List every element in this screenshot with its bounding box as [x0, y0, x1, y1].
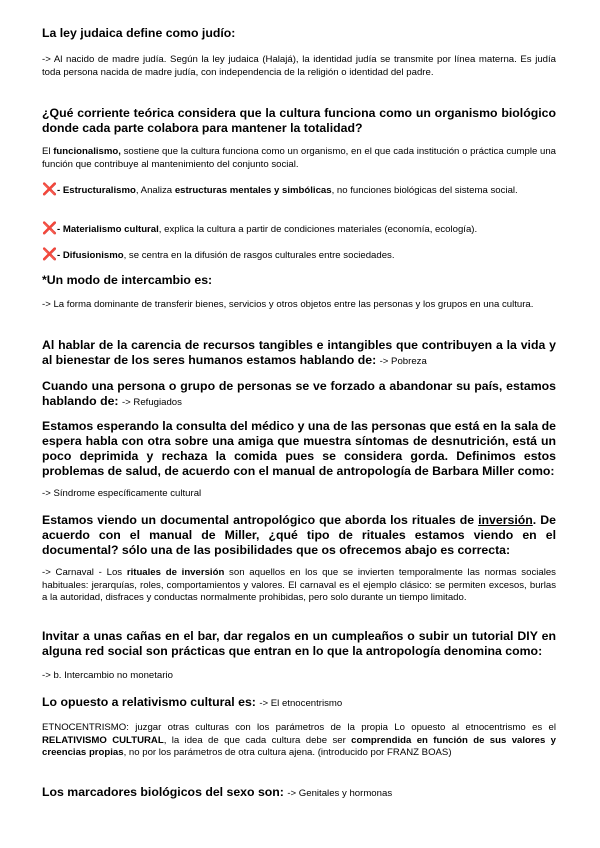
- answer-bold-term: rituales de inversión: [126, 567, 225, 578]
- question-text: ¿Qué corriente teórica considera que la cultura funciona como un organismo biológico donde cada parte colabora para mantener la totalidad?: [42, 106, 556, 135]
- question-exchange-mode: [42, 273, 556, 288]
- cross-mark-icon: ❌: [42, 221, 57, 235]
- question-inversion-rituals: Estamos viendo un documental antropológico que aborda los rituales de inversión. De acuerdo con el manual de Miller, ¿qué tipo de rituales estamos viendo en el documental? sólo una de las posibilidades que os ofrecemos abajo es correcta:: [42, 513, 556, 557]
- ethnocentrism-explanation: ETNOCENTRISMO: juzgar otras culturas con los parámetros de la propia Lo opuesto al etnocentrismo es el RELATIVISMO CULTURAL, la idea de que cada cultura debe ser comprendida en función de sus valores y creencias propias, no por los parámetros de otra cultura ajena. (introducido por FRANZ BOAS): [42, 722, 556, 758]
- answer-text: -> El etnocentrismo: [259, 698, 343, 709]
- option-term: Difusionismo: [62, 250, 124, 261]
- question-text: Estamos esperando la consulta del médico y una de las personas que está en la sala de espera habla con otra sobre una amiga que muestra síntomas de desnutrición, está un poco deprimida y rechaza la comida pues se considera gorda. Definimos estos problemas de salud, de acuerdo con el manual de antropología de Barbara Miller como:: [42, 419, 556, 478]
- question-functionalism: [42, 106, 556, 136]
- option-structuralism: ❌- Estructuralismo, Analiza estructuras mentales y simbólicas, no funciones biológicas del sistema social.: [42, 182, 518, 196]
- question-text: Al hablar de la carencia de recursos tangibles e intangibles que contribuyen a la vida y al bienestar de los seres humanos estamos hablando de:: [42, 338, 556, 367]
- answer-text: -> Al nacido de madre judía. Según la ley judaica (Halajá), la identidad judía se transmite por línea materna. Es judía toda persona nacida de madre judía, con independencia de la religión o identidad del padre.: [42, 54, 556, 78]
- answer-non-monetary-exchange: [42, 670, 556, 683]
- answer-inversion-rituals: -> Carnaval - Los rituales de inversión son aquellos en los que se invierten temporalmente las normas sociales habituales: jerarquías, roles, comportamientos y valores. El carnaval es el ejemplo clásico: se permiten excesos, burlas a la autoridad, disfraces y conductas normalmente prohibidas, pero solo durante un tiempo limitado.: [42, 567, 556, 603]
- answer-exchange-mode: [42, 299, 556, 312]
- answer-text: -> Refugiados: [121, 397, 182, 408]
- answer-cultural-syndrome: [42, 488, 556, 501]
- cross-mark-icon: ❌: [42, 182, 57, 196]
- answer-text: -> Pobreza: [379, 356, 427, 367]
- question-refugees: [42, 379, 556, 410]
- question-text: Lo opuesto a relativismo cultural es:: [42, 695, 260, 709]
- answer-functionalism: El funcionalismo, sostiene que la cultura funciona como un organismo, en el que cada institución o práctica cumple una función que contribuye al mantenimiento del conjunto social.: [42, 146, 556, 170]
- answer-text: -> Síndrome específicamente cultural: [42, 488, 202, 499]
- question-text: *Un modo de intercambio es:: [42, 273, 213, 287]
- question-non-monetary-exchange: [42, 629, 556, 659]
- question-cultural-syndrome: [42, 419, 556, 479]
- question-poverty: [42, 338, 556, 369]
- option-diffusionism: ❌- Difusionismo, se centra en la difusión de rasgos culturales entre sociedades.: [42, 247, 395, 261]
- question-text: Los marcadores biológicos del sexo son:: [42, 785, 288, 799]
- answer-jewish-law: [42, 54, 556, 79]
- cross-mark-icon: ❌: [42, 247, 57, 261]
- question-text: Invitar a unas cañas en el bar, dar regalos en un cumpleaños o subir un tutorial DIY en alguna red social son prácticas que entran en lo que la antropología denomina como:: [42, 629, 556, 658]
- answer-text: -> b. Intercambio no monetario: [42, 670, 173, 681]
- answer-bold-term: funcionalismo,: [53, 146, 121, 157]
- answer-text: -> La forma dominante de transferir bienes, servicios y otros objetos entre las personas y los grupos en una cultura.: [42, 299, 534, 310]
- question-jewish-law: [42, 26, 556, 41]
- question-ethnocentrism: [42, 695, 556, 711]
- answer-text: -> Genitales y hormonas: [287, 788, 393, 799]
- question-text: Cuando una persona o grupo de personas se ve forzado a abandonar su país, estamos hablando de:: [42, 379, 556, 408]
- option-term: Materialismo cultural: [62, 224, 159, 235]
- question-text: La ley judaica define como judío:: [42, 26, 236, 40]
- underlined-term: inversión: [478, 513, 533, 527]
- question-biological-markers: [42, 785, 556, 801]
- option-term: Estructuralismo: [62, 185, 136, 196]
- option-cultural-materialism: ❌- Materialismo cultural, explica la cultura a partir de condiciones materiales (economía, ecología).: [42, 221, 478, 235]
